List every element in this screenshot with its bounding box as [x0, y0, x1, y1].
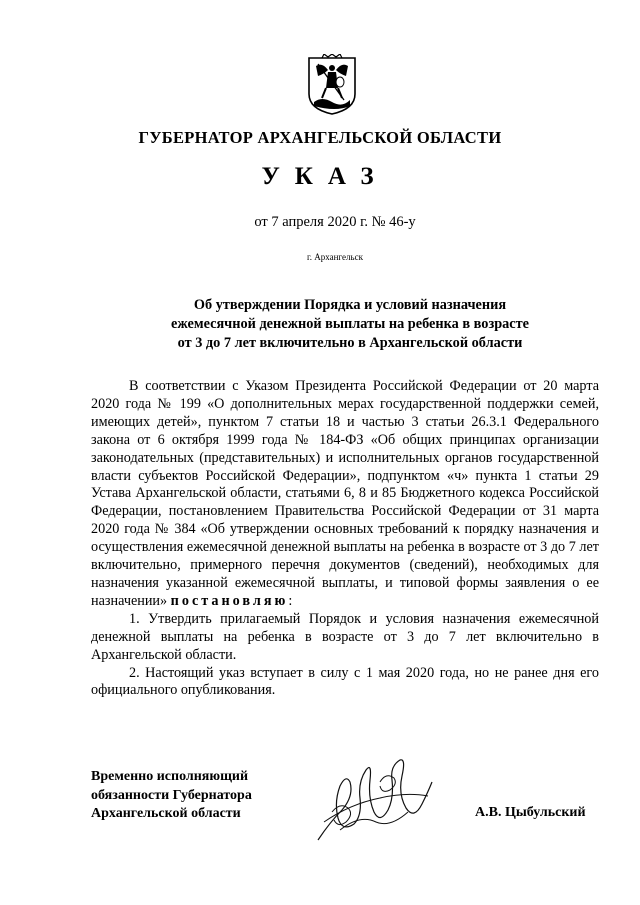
- signer-name: А.В. Цыбульский: [475, 805, 586, 820]
- document-type-title: УКАЗ: [261, 163, 389, 190]
- heading-line: ежемесячной денежной выплаты на ребенка в возрасте: [170, 316, 530, 332]
- preamble-text: В соответствии с Указом Президента Российской Федерации от 20 марта 2020 года № 199 «О дополнительных мерах государственной поддержки семей, имеющих детей», пунктом 7 статьи 18 и частью 3 статьи 26.3.1 Федерального закона от 6 октября 1999 года № 184-ФЗ «Об общих принципах организации законодательных (представительных) и исполнительных органов государственной власти субъектов Российской Федерации», подпунктом «ч» пункта 1 статьи 29 Устава Архангельской области, статьями 6, 8 и 85 Бюджетного кодекса Российской Федерации, постановлением Правительства Российской Федерации от 31 марта 2020 года № 384 «Об утверждении основных требований к порядку назначения и осуществления ежемесячной денежной выплаты на ребенка в возрасте от 3 до 7 лет включительно, примерного перечня документов (сведений), необходимых для назначения указанной ежемесячной выплаты, и типовой формы заявления о ее назначении»: [91, 378, 599, 609]
- authority-title: ГУБЕРНАТОР АРХАНГЕЛЬСКОЙ ОБЛАСТИ: [138, 128, 502, 147]
- heading-line: от 3 до 7 лет включительно в Архангельской области: [177, 335, 523, 351]
- preamble-paragraph: [91, 378, 599, 611]
- resolve-word: постановляю: [170, 592, 289, 609]
- decree-date-number: от 7 апреля 2020 г. № 46-у: [254, 214, 416, 230]
- handwritten-signature-icon: [310, 752, 440, 852]
- signatory-title: [91, 768, 331, 824]
- signatory-title-line: Архангельской области: [91, 806, 241, 821]
- decree-body: [91, 378, 599, 700]
- arkhangelsk-coat-of-arms-icon: [306, 54, 358, 116]
- resolve-punct: :: [288, 592, 293, 609]
- signatory-title-line: Временно исполняющий: [91, 769, 249, 784]
- heading-line: Об утверждении Порядка и условий назначения: [193, 297, 507, 313]
- item-1-paragraph: 1. Утвердить прилагаемый Порядок и условия назначения ежемесячной денежной выплаты на ребенка в возрасте от 3 до 7 лет включительно в Архангельской области.: [91, 610, 599, 663]
- signatory-title-line: обязанности Губернатора: [91, 787, 252, 803]
- decree-city: г. Архангельск: [307, 252, 363, 262]
- decree-heading: [90, 296, 610, 353]
- item-2-paragraph: 2. Настоящий указ вступает в силу с 1 мая 2020 года, но не ранее дня его официального опубликования.: [91, 664, 599, 699]
